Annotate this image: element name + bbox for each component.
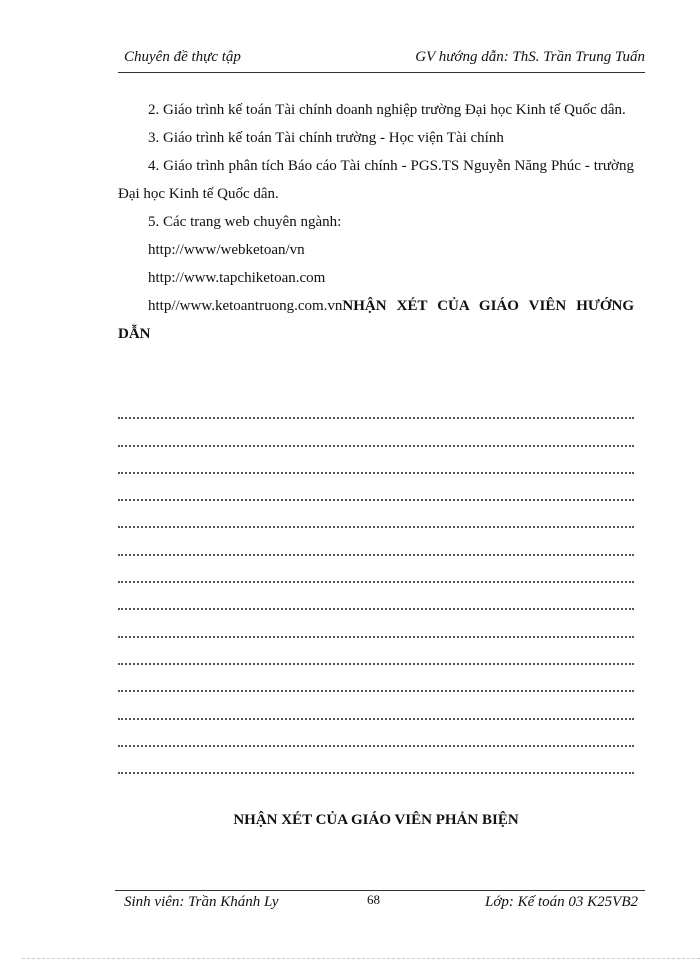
comment-line bbox=[118, 534, 634, 561]
reference-link: http://www/webketoan/vn bbox=[148, 242, 305, 258]
comment-line bbox=[118, 726, 634, 753]
comment-line bbox=[118, 480, 634, 507]
footer-class: Lớp: Kế toán 03 K25VB2 bbox=[484, 894, 638, 910]
comment-line bbox=[118, 616, 634, 643]
advisor-comment-heading: NHẬN XÉT CỦA GIÁO VIÊN HƯỚNG DẪN bbox=[118, 298, 634, 342]
page-number: 68 bbox=[367, 892, 380, 907]
document-body bbox=[118, 96, 634, 348]
comment-line bbox=[118, 398, 634, 425]
reference-item: 2. Giáo trình kế toán Tài chính doanh nghiệp trường Đại học Kinh tế Quốc dân. bbox=[148, 102, 626, 118]
advisor-comment-paragraph bbox=[118, 292, 634, 348]
comment-lines bbox=[118, 398, 634, 780]
comment-line bbox=[118, 698, 634, 725]
comment-line bbox=[118, 644, 634, 671]
header-course-title: Chuyên đề thực tập bbox=[124, 49, 241, 65]
comment-line bbox=[118, 562, 634, 589]
comment-line bbox=[118, 753, 634, 780]
reviewer-comment-heading: NHẬN XÉT CỦA GIÁO VIÊN PHẢN BIỆN bbox=[233, 812, 519, 828]
page-edge bbox=[22, 958, 700, 959]
reference-link: http//www.ketoantruong.com.vn bbox=[148, 298, 343, 314]
footer-divider bbox=[115, 890, 645, 891]
comment-line bbox=[118, 453, 634, 480]
reference-item: 3. Giáo trình kế toán Tài chính trường - Học viện Tài chính bbox=[148, 130, 504, 146]
header-divider bbox=[118, 72, 645, 73]
footer-student: Sinh viên: Trần Khánh Ly bbox=[124, 894, 279, 910]
comment-line bbox=[118, 507, 634, 534]
comment-line bbox=[118, 425, 634, 452]
reference-link: http://www.tapchiketoan.com bbox=[148, 270, 326, 286]
comment-line bbox=[118, 671, 634, 698]
header-advisor: GV hướng dẫn: ThS. Trần Trung Tuấn bbox=[415, 49, 645, 65]
comment-line bbox=[118, 589, 634, 616]
reference-item: 4. Giáo trình phân tích Báo cáo Tài chính - PGS.TS Nguyễn Năng Phúc - trường Đại học Kinh tế Quốc dân. bbox=[118, 158, 634, 202]
reference-item: 5. Các trang web chuyên ngành: bbox=[148, 214, 342, 230]
